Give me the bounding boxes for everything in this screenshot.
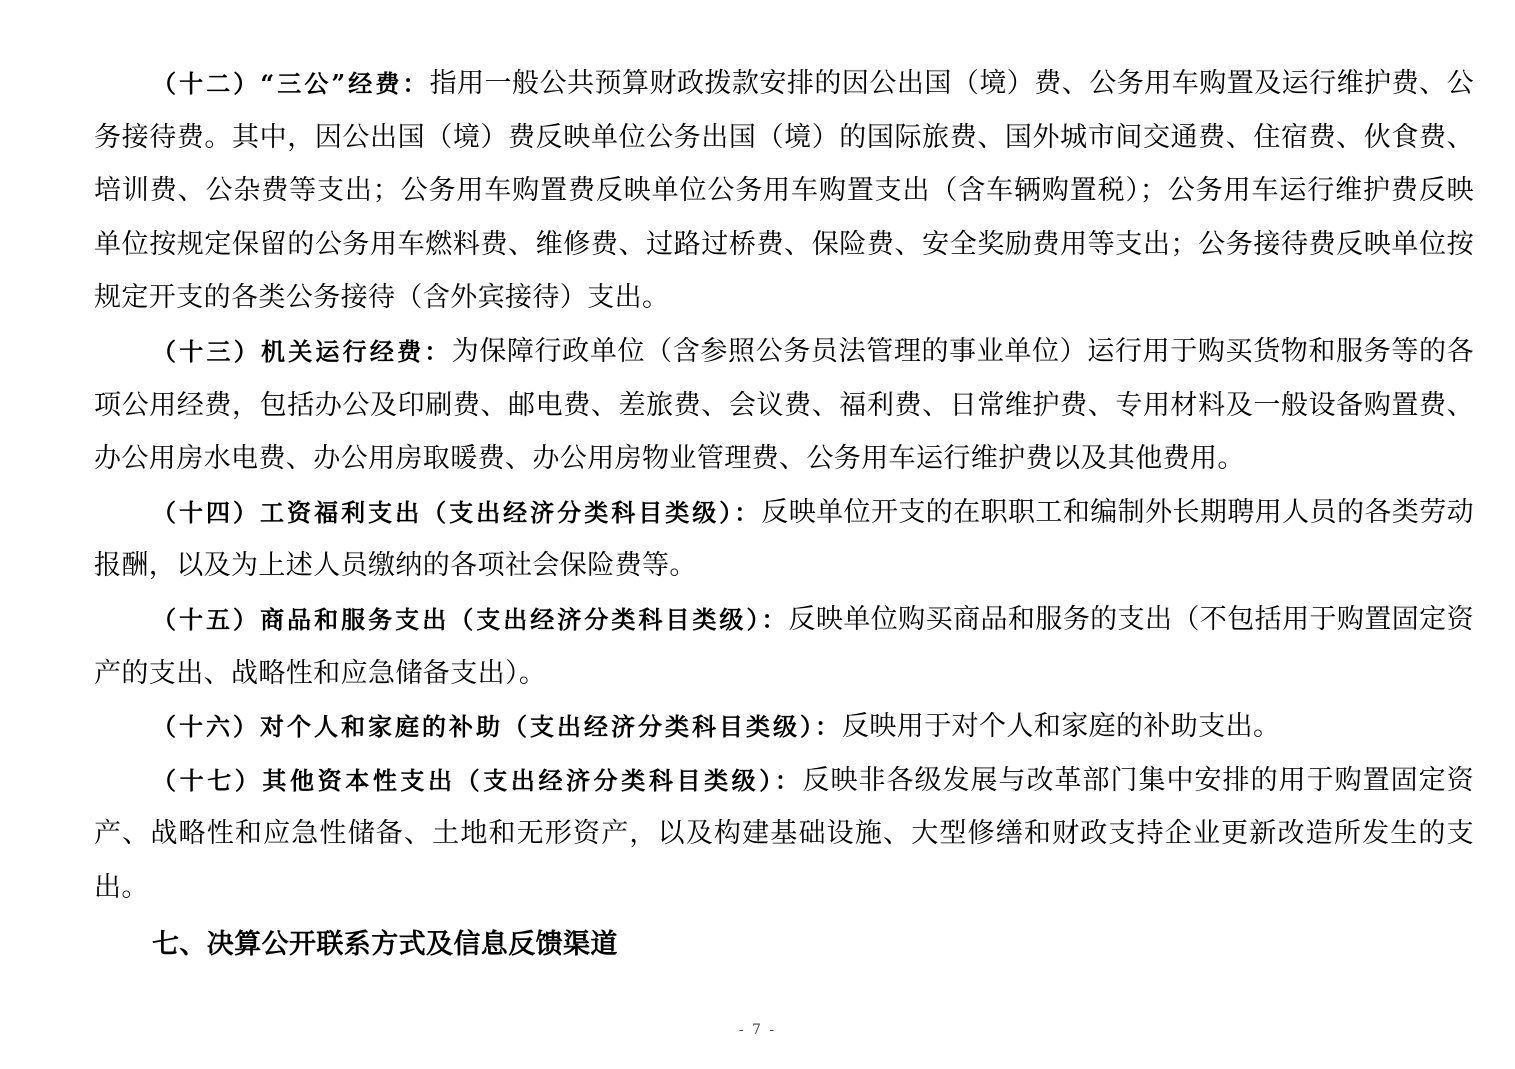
term-definition: 反映单位开支的在职职工和编制外长期聘用人员的各类劳动报酬，以及为上述人员缴纳的各项社会保险费等。 bbox=[94, 496, 1475, 582]
paragraph-other-capital bbox=[94, 754, 1474, 915]
document-page bbox=[94, 57, 1474, 975]
term-label: （十二）“三公”经费： bbox=[152, 69, 430, 98]
term-label: （十五）商品和服务支出（支出经济分类科目类级）： bbox=[152, 604, 789, 634]
term-label: （十七）其他资本性支出（支出经济分类科目类级）： bbox=[152, 765, 803, 795]
paragraph-household-subsidy bbox=[94, 700, 1474, 754]
term-definition: 反映用于对个人和家庭的补助支出。 bbox=[842, 711, 1281, 743]
page-number: - 7 - bbox=[738, 1022, 777, 1038]
term-definition: 为保障行政单位（含参照公务员法管理的事业单位）运行用于购买货物和服务等的各项公用经费，包括办公及印刷费、邮电费、差旅费、会议费、福利费、日常维护费、专用材料及一般设备购置费、办公用房水电费、办公用房取暖费、办公用房物业管理费、公务用车运行维护费以及其他费用。 bbox=[94, 335, 1474, 475]
paragraph-operating-expenses bbox=[94, 325, 1474, 486]
paragraph-goods-services bbox=[94, 593, 1474, 700]
term-label: （十四）工资福利支出（支出经济分类科目类级）： bbox=[152, 497, 762, 527]
paragraph-salary-welfare bbox=[94, 486, 1474, 593]
term-label: （十六）对个人和家庭的补助（支出经济分类科目类级）： bbox=[152, 712, 842, 742]
paragraph-san-gong-expenses bbox=[94, 57, 1474, 325]
section-heading: 七、决算公开联系方式及信息反馈渠道 bbox=[152, 928, 618, 960]
term-definition: 反映非各级发展与改革部门集中安排的用于购置固定资产、战略性和应急性储备、土地和无形资产，以及构建基础设施、大型修缮和财政支持企业更新改造所发生的支出。 bbox=[94, 764, 1474, 903]
term-label: （十三）机关运行经费： bbox=[152, 336, 452, 366]
term-definition: 反映单位购买商品和服务的支出（不包括用于购置固定资产的支出、战略性和应急储备支出）。 bbox=[94, 603, 1474, 689]
term-definition: 指用一般公共预算财政拨款安排的因公出国（境）费、公务用车购置及运行维护费、公务接待费。其中，因公出国（境）费反映单位公务出国（境）的国际旅费、国外城市间交通费、住宿费、伙食费、培训费、公杂费等支出；公务用车购置费反映单位公务用车购置支出（含车辆购置税）；公务用车运行维护费反映单位按规定保留的公务用车燃料费、维修费、过路过桥费、保险费、安全奖励费用等支出；公务接待费反映单位按规定开支的各类公务接待（含外宾接待）支出。 bbox=[94, 68, 1475, 314]
